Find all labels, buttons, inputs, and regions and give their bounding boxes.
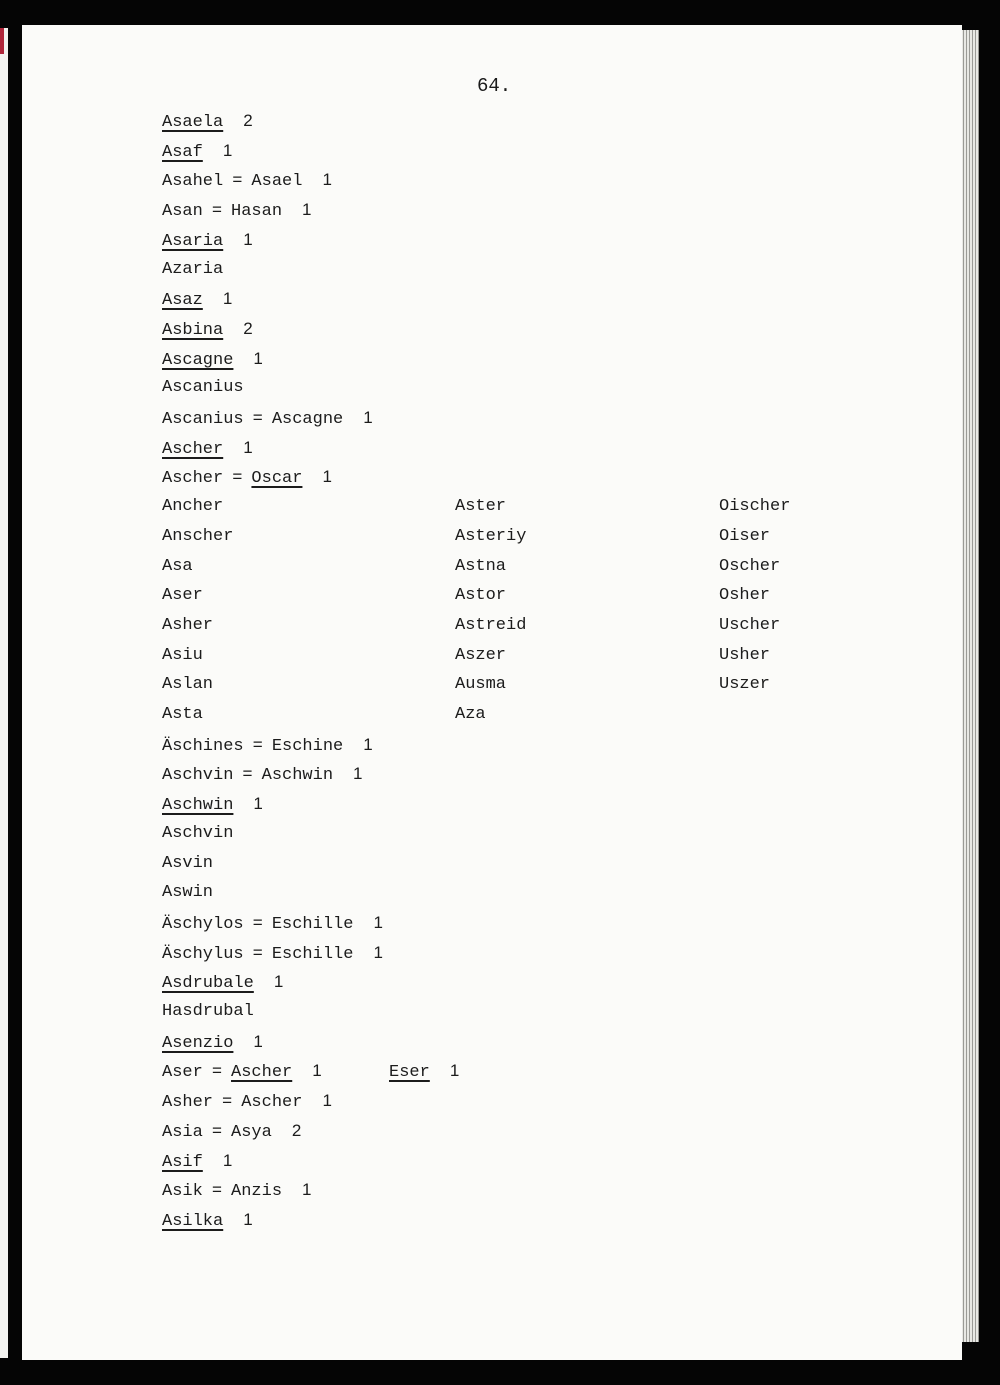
entry-count: 1 [312,1061,322,1080]
list-entry [162,408,373,430]
entry-equivalent: Ascher [241,1093,303,1112]
list-entry [162,1061,322,1083]
page-number: 64. [477,75,512,97]
variant-column-3: Usher [719,646,771,665]
entry-name: Azaria [162,260,224,279]
list-entry [162,1151,232,1173]
entry-name: Anscher [162,527,234,546]
entry-name: Asaria [162,232,224,251]
entry-name: Aschwin [162,796,234,815]
list-entry [162,1091,332,1113]
entry-name: Asta [162,705,203,724]
entry-name: Asbina [162,321,224,340]
variant-column-2: Astreid [455,616,527,635]
list-entry [162,1210,253,1232]
book-spine-ribbon [0,28,4,54]
entry-name: Asher [162,616,214,635]
extra-entry-count: 1 [449,1061,460,1080]
entry-name: Hasdrubal [162,1002,254,1021]
entry-count: 1 [222,289,233,308]
variant-column-2: Aszer [455,646,507,665]
list-entry [162,764,363,786]
entry-count: 1 [253,349,263,368]
variant-column-3: Uscher [719,616,781,635]
equals-sign: = [211,1182,223,1201]
entry-count: 1 [322,1091,332,1110]
list-entry [162,616,213,636]
entry-count: 1 [222,141,233,160]
entry-name: Aslan [162,675,214,694]
entry-equivalent: Hasan [231,202,283,221]
entry-name: Aschvin [162,824,234,843]
equals-sign: = [232,172,243,191]
entry-count: 1 [243,1210,253,1229]
entry-equivalent: Ascagne [271,410,344,429]
entry-name: Äschines [162,737,244,756]
entry-name: Asiu [162,646,203,665]
entry-count: 1 [322,467,332,486]
book-left-edge [0,28,8,1358]
equals-sign: = [222,1093,233,1112]
list-entry [162,586,203,606]
entry-count: 1 [273,972,284,991]
equals-sign: = [211,1123,223,1142]
extra-entry-name: Eser [389,1063,430,1082]
list-entry [162,646,203,666]
entry-name: Asdrubale [162,974,254,993]
equals-sign: = [242,766,253,785]
list-entry [162,200,312,222]
list-entry [162,1180,312,1202]
list-entry [162,438,253,460]
entry-name: Asher [162,1093,214,1112]
variant-column-2: Astor [455,586,507,605]
list-entry [162,675,213,695]
entry-count: 1 [243,230,253,249]
list-entry [162,1032,263,1054]
entry-name: Aswin [162,883,214,902]
list-entry [162,170,332,192]
entry-name: Asia [162,1123,203,1142]
variant-column-2: Asteriy [455,527,527,546]
list-entry [162,497,223,517]
entry-count: 1 [322,170,332,189]
list-entry [162,943,383,965]
entry-count: 1 [243,438,253,457]
entry-count: 1 [253,794,263,813]
entry-count: 2 [243,319,253,338]
variant-column-2: Astna [455,557,507,576]
entry-count: 1 [353,764,363,783]
entry-equivalent: Anzis [231,1182,283,1201]
variant-column-3: Oiser [719,527,771,546]
entry-name: Asenzio [162,1034,234,1053]
entry-count: 1 [253,1032,263,1051]
entry-count: 2 [291,1121,302,1140]
document-page [22,25,962,1360]
variant-column-2: Aster [455,497,507,516]
entry-name: Ascagne [162,351,234,370]
entry-count: 1 [302,200,312,219]
entry-equivalent: Eschine [271,737,344,756]
equals-sign: = [211,1063,223,1082]
variant-column-3: Oscher [719,557,781,576]
entry-equivalent: Oscar [251,469,303,488]
list-entry [162,1121,301,1143]
entry-count: 1 [302,1180,312,1199]
entry-name: Ascanius [162,378,244,397]
list-entry [162,378,244,398]
entry-name: Asaf [162,143,203,162]
list-entry [162,913,383,935]
entry-count: 1 [363,408,373,427]
list-entry [162,111,253,133]
list-entry [162,883,213,903]
entry-name: Äschylos [162,915,244,934]
entry-equivalent: Eschille [271,915,354,934]
variant-column-2: Aza [455,705,486,724]
entry-equivalent: Asya [231,1123,272,1142]
list-entry [162,1002,254,1022]
list-entry [162,289,232,311]
entry-name: Aschvin [162,766,234,785]
list-entry [162,557,193,577]
list-entry [162,735,373,757]
list-entry [162,260,223,280]
entry-name: Asahel [162,172,224,191]
equals-sign: = [211,202,223,221]
entry-name: Asaela [162,113,224,132]
equals-sign: = [252,945,263,964]
entry-name: Ancher [162,497,224,516]
list-entry [162,824,233,844]
entry-count: 2 [243,111,253,130]
variant-column-2: Ausma [455,675,507,694]
entry-count: 1 [222,1151,233,1170]
entry-name: Asilka [162,1212,224,1231]
entry-count: 1 [363,735,373,754]
list-entry [162,349,263,371]
entry-equivalent: Eschille [271,945,354,964]
entry-equivalent: Asael [251,172,303,191]
entry-name: Asik [162,1182,203,1201]
list-entry [162,794,263,816]
entry-name: Ascher [162,469,224,488]
entry-name: Ascher [162,440,224,459]
entry-name: Aser [162,586,203,605]
entry-name: Asvin [162,854,214,873]
entry-name: Asan [162,202,203,221]
list-entry [162,854,213,874]
variant-column-3: Osher [719,586,771,605]
equals-sign: = [252,410,263,429]
entry-name: Asaz [162,291,203,310]
equals-sign: = [232,469,243,488]
variant-column-3: Oischer [719,497,791,516]
list-entry [162,705,203,725]
entry-equivalent: Ascher [231,1063,293,1082]
entry-name: Asa [162,557,193,576]
entry-count: 1 [373,913,383,932]
list-entry [162,230,253,252]
entry-name: Aser [162,1063,203,1082]
list-entry [162,972,283,994]
list-entry [162,141,232,163]
entry-name: Äschylus [162,945,244,964]
equals-sign: = [252,737,263,756]
entry-equivalent: Aschwin [261,766,334,785]
variant-column-3: Uszer [719,675,771,694]
list-entry [162,467,332,489]
entry-name: Asif [162,1153,203,1172]
entry-count: 1 [373,943,383,962]
list-entry [162,319,253,341]
equals-sign: = [252,915,263,934]
extra-entry [389,1061,459,1083]
entry-name: Ascanius [162,410,244,429]
list-entry [162,527,233,547]
